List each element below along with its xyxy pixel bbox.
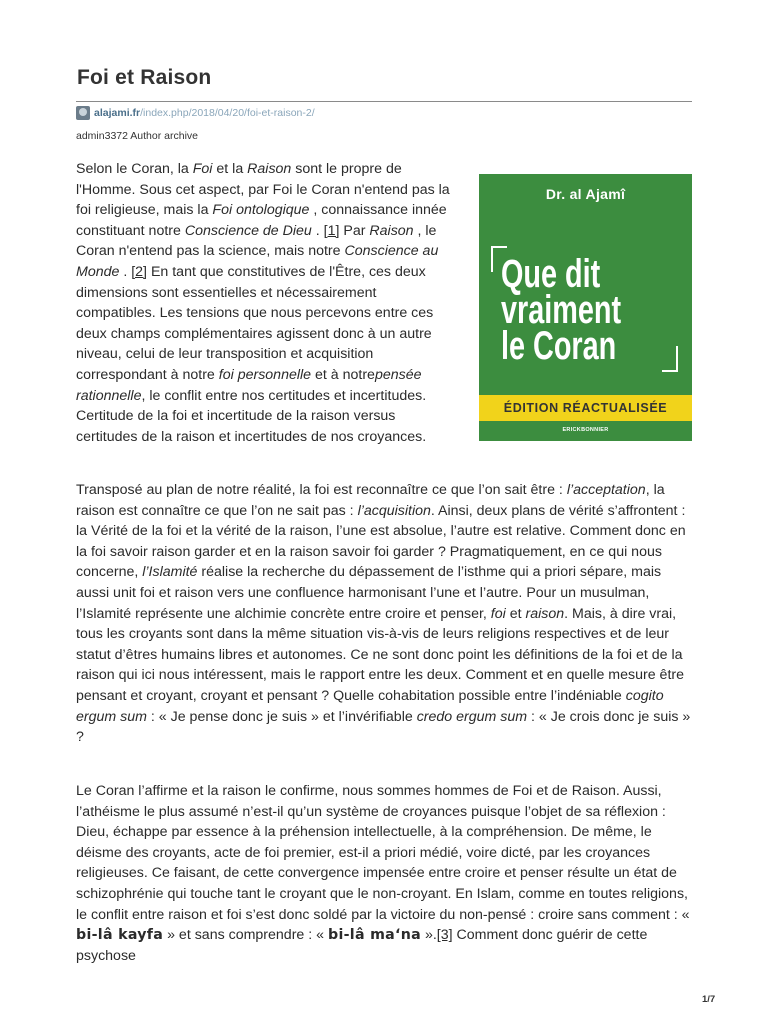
- source-line: [76, 106, 315, 120]
- book-cover-image: [479, 174, 692, 441]
- page-indicator: 1/7: [702, 994, 716, 1005]
- paragraph-3: Le Coran l’affirme et la raison le confirme, nous sommes hommes de Foi et de Raison. Aussi, l’athéisme le plus assumé n’est-il qu’un système de croyances puisque l’objet de sa réflexion : Dieu, échappe par essence à la préhension intellectuelle, à la compréhension. De même, le déisme des croyants, acte de foi premier, est-il a priori médié, voire dicté, par les croyances religieuses. Ce faisant, de cette convergence impensée entre croire et penser résulte un état de schizophrénie qui touche tant le croyant que le non-croyant. En Islam, comme en toutes religions, le conflit entre raison et foi s’est donc soldé par la victoire du non-pensé : croire sans comment : « bi-lâ kayfa » et sans comprendre : « bi-lâ ma‘na ».[3] Comment donc guérir de cette psychose: [76, 783, 690, 964]
- cover-edition-band: ÉDITION RÉACTUALISÉE: [479, 395, 692, 421]
- cover-publisher: ERICKBONNIER: [562, 427, 609, 433]
- cover-author: Dr. al Ajamî: [545, 186, 626, 202]
- footnote-ref-1[interactable]: [1]: [323, 222, 340, 239]
- source-domain-link[interactable]: alajami.fr: [94, 107, 141, 119]
- paragraph-1: Selon le Coran, la Foi et la Raison sont le propre de l'Homme. Sous cet aspect, par Foi le Coran n'entend pas la foi religieuse, mais la Foi ontologique , connaissance innée constituant notre Conscience de Dieu . [1] Par Raison , le Coran n'entend pas la science, mais notre Conscience au Monde . [2] En tant que constitutives de l'Être, ces deux dimensions sont essentielles et nécessairement compatibles. Les tensions que nous percevons entre ces deux champs complémentaires agissent donc à un autre niveau, celui de leur transposition et acquisition correspondant à notre foi personnelle et à notrepensée rationnelle, le conflit entre nos certitudes et incertitudes. Certitude de la foi et incertitude de la raison versus certitudes de la raison et incertitudes de nos croyances.: [76, 161, 450, 445]
- author-line: admin3372 Author archive: [76, 130, 198, 142]
- paragraph-2: Transposé au plan de notre réalité, la foi est reconnaître ce que l’on sait être : l’acceptation, la raison est connaître ce que l’on ne sait pas : l’acquisition. Ainsi, deux plans de vérité s’affrontent : la Vérité de la foi et la vérité de la raison, l’une est absolue, l’autre est relative. Comment donc en la foi savoir raison garder et en la raison savoir foi garder ? Pragmatiquement, en ce qui nous concerne, l’Islamité réalise la recherche du dépassement de l’isthme qui a priori sépare, mais aussi unit foi et raison vers une confluence harmonisant l’une et l’autre. Pour un musulman, l’Islamité représente une alchimie concrète entre croire et penser, foi et raison. Mais, à dire vrai, tous les croyants sont dans la même situation vis-à-vis de leurs religions respectives et de leur statut d’êtres humains libres et autonomes. Ce ne sont donc point les définitions de la foi et de la raison qui ici nous intéressent, mais le rapport entre les deux. Comment et en quelle mesure être pensant et croyant, croyant et pensant ? Quelle cohabitation possible entre l’indéniable cogito ergum sum : « Je pense donc je suis » et l’invérifiable credo ergum sum : « Je crois donc je suis » ?: [76, 482, 691, 746]
- cover-frame-corner: [662, 346, 678, 372]
- source-path: /index.php/2018/04/20/foi-et-raison-2/: [140, 107, 315, 119]
- title-divider: [76, 101, 692, 102]
- cover-title: Que dit vraiment le Coran: [501, 252, 622, 368]
- article-title: Foi et Raison: [77, 66, 212, 89]
- site-favicon-icon: [76, 106, 90, 120]
- footnote-ref-2[interactable]: [2]: [131, 263, 147, 280]
- footnote-ref-3[interactable]: [3]: [436, 927, 453, 944]
